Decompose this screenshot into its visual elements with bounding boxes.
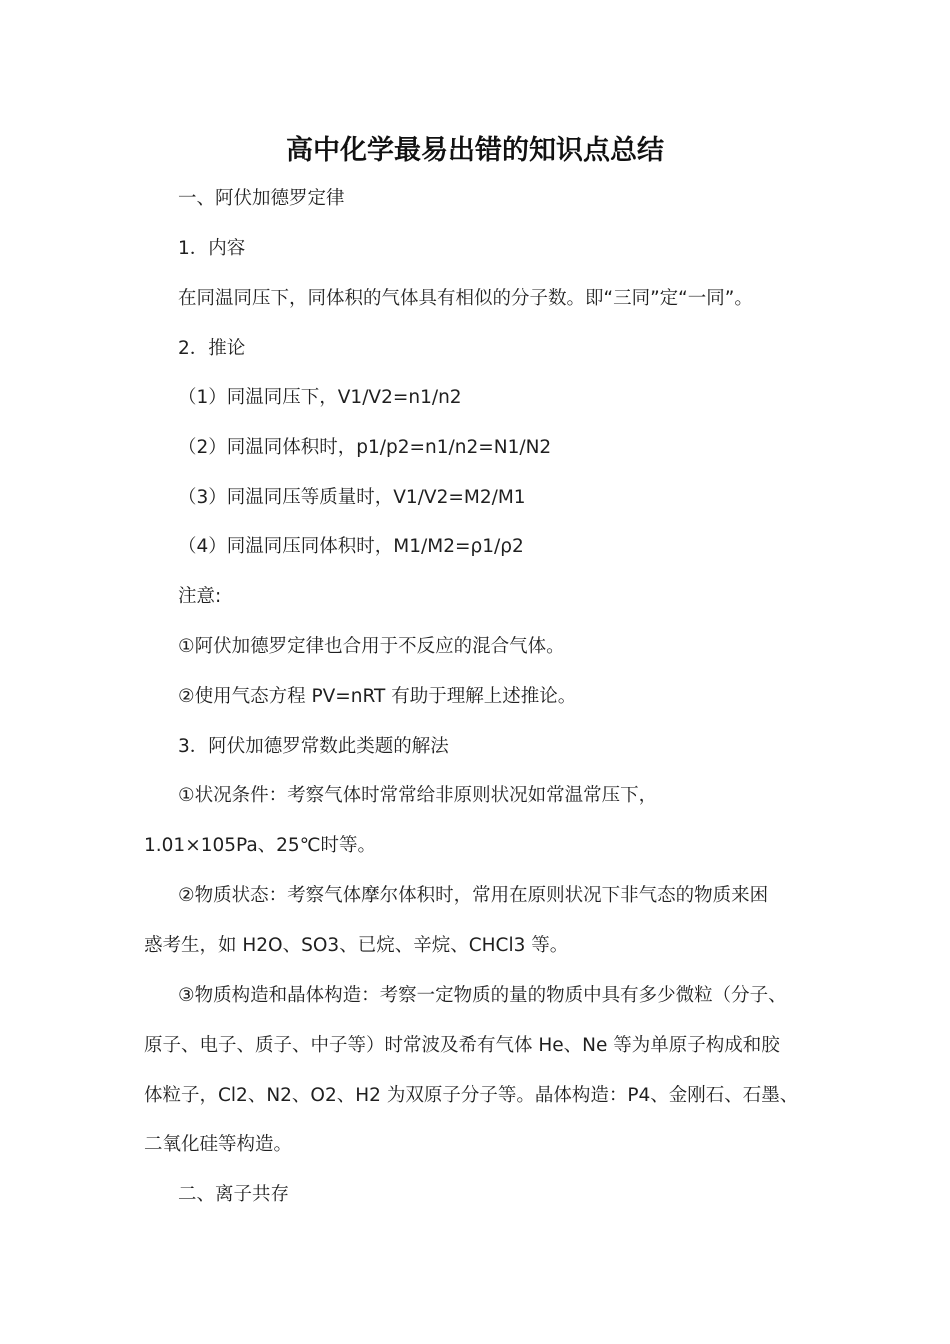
document-title: 高中化学最易出错的知识点总结 xyxy=(286,135,664,166)
inference-item-2: （2）同温同体积时，p1/p2=n1/n2=N1/N2 xyxy=(178,437,552,458)
method-item-2-line-1: ②物质状态：考察气体摩尔体积时，常用在原则状况下非气态的物质来困 xyxy=(178,885,769,906)
note-label: 注意: xyxy=(178,586,222,607)
section-heading-ion-coexistence: 二、离子共存 xyxy=(178,1184,290,1205)
method-item-3-line-2: 原子、电子、质子、中子等）时常波及希有气体 He、Ne 等为单原子构成和胶 xyxy=(144,1035,780,1056)
note-item-1: ①阿伏加德罗定律也合用于不反应的混合气体。 xyxy=(178,636,565,657)
subheading-avogadro-constant: 3．阿伏加德罗常数此类题的解法 xyxy=(178,736,449,757)
method-item-2-line-2: 惑考生，如 H2O、SO3、已烷、辛烷、CHCl3 等。 xyxy=(144,935,569,956)
inference-item-3: （3）同温同压等质量时，V1/V2=M2/M1 xyxy=(178,487,526,508)
method-item-3-line-3: 体粒子，Cl2、N2、O2、H2 为双原子分子等。晶体构造：P4、金刚石、石墨、 xyxy=(144,1085,799,1106)
section-heading-avogadro-law: 一、阿伏加德罗定律 xyxy=(178,188,345,209)
inference-item-4: （4）同温同压同体积时，M1/M2=ρ1/ρ2 xyxy=(178,536,524,557)
method-item-3-line-1: ③物质构造和晶体构造：考察一定物质的量的物质中具有多少微粒（分子、 xyxy=(178,985,787,1006)
subheading-inference: 2．推论 xyxy=(178,338,246,359)
method-item-1-line-1: ①状况条件：考察气体时常常给非原则状况如常温常压下， xyxy=(178,785,658,806)
paragraph-law-statement: 在同温同压下，同体积的气体具有相似的分子数。即“三同”定“一同”。 xyxy=(178,288,753,309)
note-item-2: ②使用气态方程 PV=nRT 有助于理解上述推论。 xyxy=(178,686,577,707)
method-item-1-line-2: 1.01×105Pa、25℃时等。 xyxy=(144,835,376,856)
inference-item-1: （1）同温同压下，V1/V2=n1/n2 xyxy=(178,387,462,408)
subheading-content: 1．内容 xyxy=(178,238,246,259)
method-item-3-line-4: 二氧化硅等构造。 xyxy=(144,1134,293,1155)
